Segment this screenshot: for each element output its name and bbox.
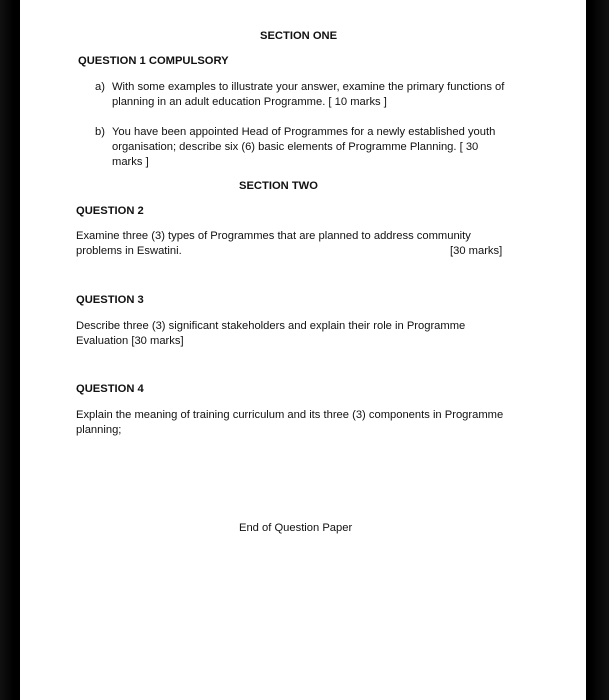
question-2-heading: QUESTION 2 bbox=[76, 205, 144, 217]
q1b-label: b) bbox=[95, 126, 105, 138]
q2-marks: [30 marks] bbox=[450, 245, 503, 257]
q1b-line-1: You have been appointed Head of Programmes for a newly established youth bbox=[112, 126, 496, 138]
end-of-paper-text: End of Question Paper bbox=[239, 522, 353, 534]
q2-line-1: Examine three (3) types of Programmes that are planned to address community bbox=[76, 230, 471, 242]
q3-line-2: Evaluation [30 marks] bbox=[76, 335, 184, 347]
q1a-label: a) bbox=[95, 81, 105, 93]
q1b-line-2: organisation; describe six (6) basic elements of Programme Planning. [ 30 bbox=[112, 141, 479, 153]
q4-line-2: planning; bbox=[76, 424, 122, 436]
q1b-line-3: marks ] bbox=[112, 156, 149, 168]
question-paper-page bbox=[20, 0, 586, 700]
question-4-heading: QUESTION 4 bbox=[76, 383, 144, 395]
q1a-line-2: planning in an adult education Programme. [ 10 marks ] bbox=[112, 96, 387, 108]
q3-line-1: Describe three (3) significant stakeholders and explain their role in Programme bbox=[76, 320, 466, 332]
section-two-heading: SECTION TWO bbox=[239, 180, 318, 192]
question-3-heading: QUESTION 3 bbox=[76, 294, 144, 306]
q2-line-2: problems in Eswatini. bbox=[76, 245, 182, 257]
q4-line-1: Explain the meaning of training curriculum and its three (3) components in Programme bbox=[76, 409, 504, 421]
q1a-line-1: With some examples to illustrate your answer, examine the primary functions of bbox=[112, 81, 505, 93]
question-1-heading: QUESTION 1 COMPULSORY bbox=[78, 55, 229, 67]
section-one-heading: SECTION ONE bbox=[260, 30, 338, 42]
